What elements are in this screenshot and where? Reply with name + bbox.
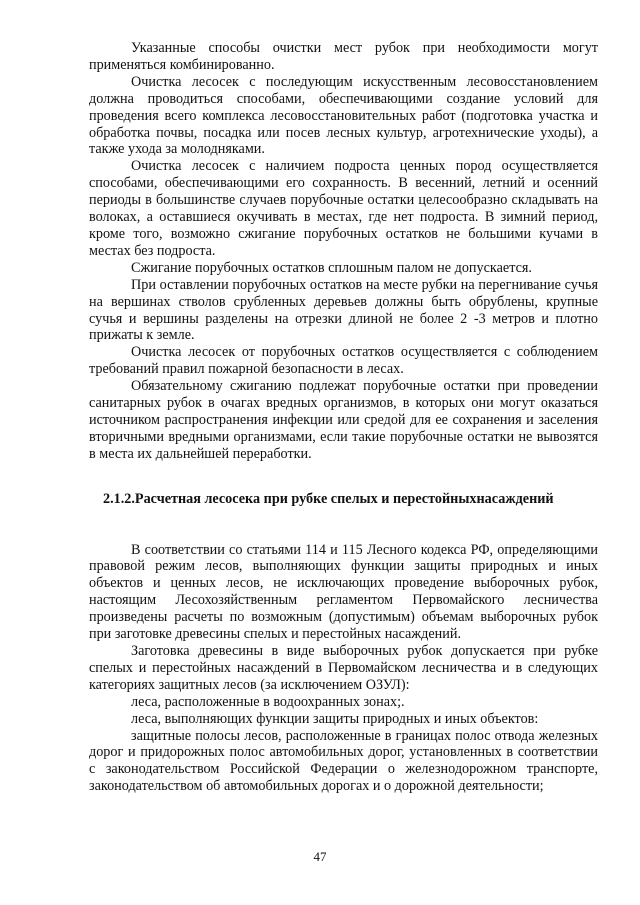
spacer — [89, 508, 598, 542]
section-heading: 2.1.2.Расчетная лесосека при рубке спелых и перестойныхнасаждений — [103, 490, 554, 507]
paragraph: Очистка лесосек с наличием подроста ценных пород осуществляется способами, обеспечивающими его сохранность. В весенний, летний и осенний периоды в большинстве случаев порубочные остатки целесообразно складывать на волоках, а оставшиеся окучивать в местах, где нет подроста. В зимний период, кроме того, возможно сжигание порубочных остатков не большими кучами в местах без подроста. — [89, 158, 598, 259]
paragraph: леса, расположенные в водоохранных зонах;. — [131, 693, 405, 710]
paragraph: При оставлении порубочных остатков на месте рубки на перегнивание сучья на вершинах стволов срубленных деревьев должны быть обрублены, крупные сучья и вершины разделены на отрезки длиной не более 2 -3 метров и плотно прижаты к земле. — [89, 276, 598, 344]
paragraph: Указанные способы очистки мест рубок при необходимости могут применяться комбинированно. — [89, 40, 598, 73]
paragraph: Сжигание порубочных остатков сплошным палом не допускается. — [131, 259, 532, 276]
paragraph: защитные полосы лесов, расположенные в границах полос отвода железных дорог и придорожных полос автомобильных дорог, установленных в соответствии с законодательством Российской Федерации о железнодорожном транспорте, законодательством об автомобильных дорогах и о дорожной деятельности; — [89, 727, 598, 795]
body-text-bottom — [89, 542, 598, 796]
body-text-top — [89, 40, 598, 463]
paragraph: Обязательному сжиганию подлежат порубочные остатки при проведении санитарных рубок в очагах вредных организмов, в которых они могут оказаться источником распространения инфекции или средой для ее сохранения и заселения вторичными вредными организмами, если такие порубочные остатки не вывозятся в места их дальнейшей переработки. — [89, 378, 598, 462]
paragraph: Очистка лесосек с последующим искусственным лесовосстановлением должна проводиться способами, обеспечивающими создание условий для проведения всего комплекса лесовосстановительных работ (подготовка участка и обработка почвы, посадка или посев лесных культур, агротехнические уходы), а также ухода за молодняками. — [89, 73, 598, 158]
paragraph: Очистка лесосек от порубочных остатков осуществляется с соблюдением требований правил пожарной безопасности в лесах. — [89, 344, 598, 378]
paragraph: В соответствии со статьями 114 и 115 Лесного кодекса РФ, определяющими правовой режим лесов, выполняющих функции защиты природных и иных объектов и ценных лесов, не исключающих проведение выборочных рубок, настоящим Лесохозяйственным регламентом Первомайского лесничества произведены расчеты по возможным (допустимым) объемам выборочных рубок при заготовке древесины спелых и перестойных насаждений. — [89, 541, 598, 643]
paragraph: леса, выполняющих функции защиты природных и иных объектов: — [131, 710, 539, 727]
paragraph: Заготовка древесины в виде выборочных рубок допускается при рубке спелых и перестойных насаждений в Первомайском лесничества и в следующих категориях защитных лесов (за исключением ОЗУЛ): — [89, 643, 598, 693]
page-number: 47 — [313, 849, 327, 864]
